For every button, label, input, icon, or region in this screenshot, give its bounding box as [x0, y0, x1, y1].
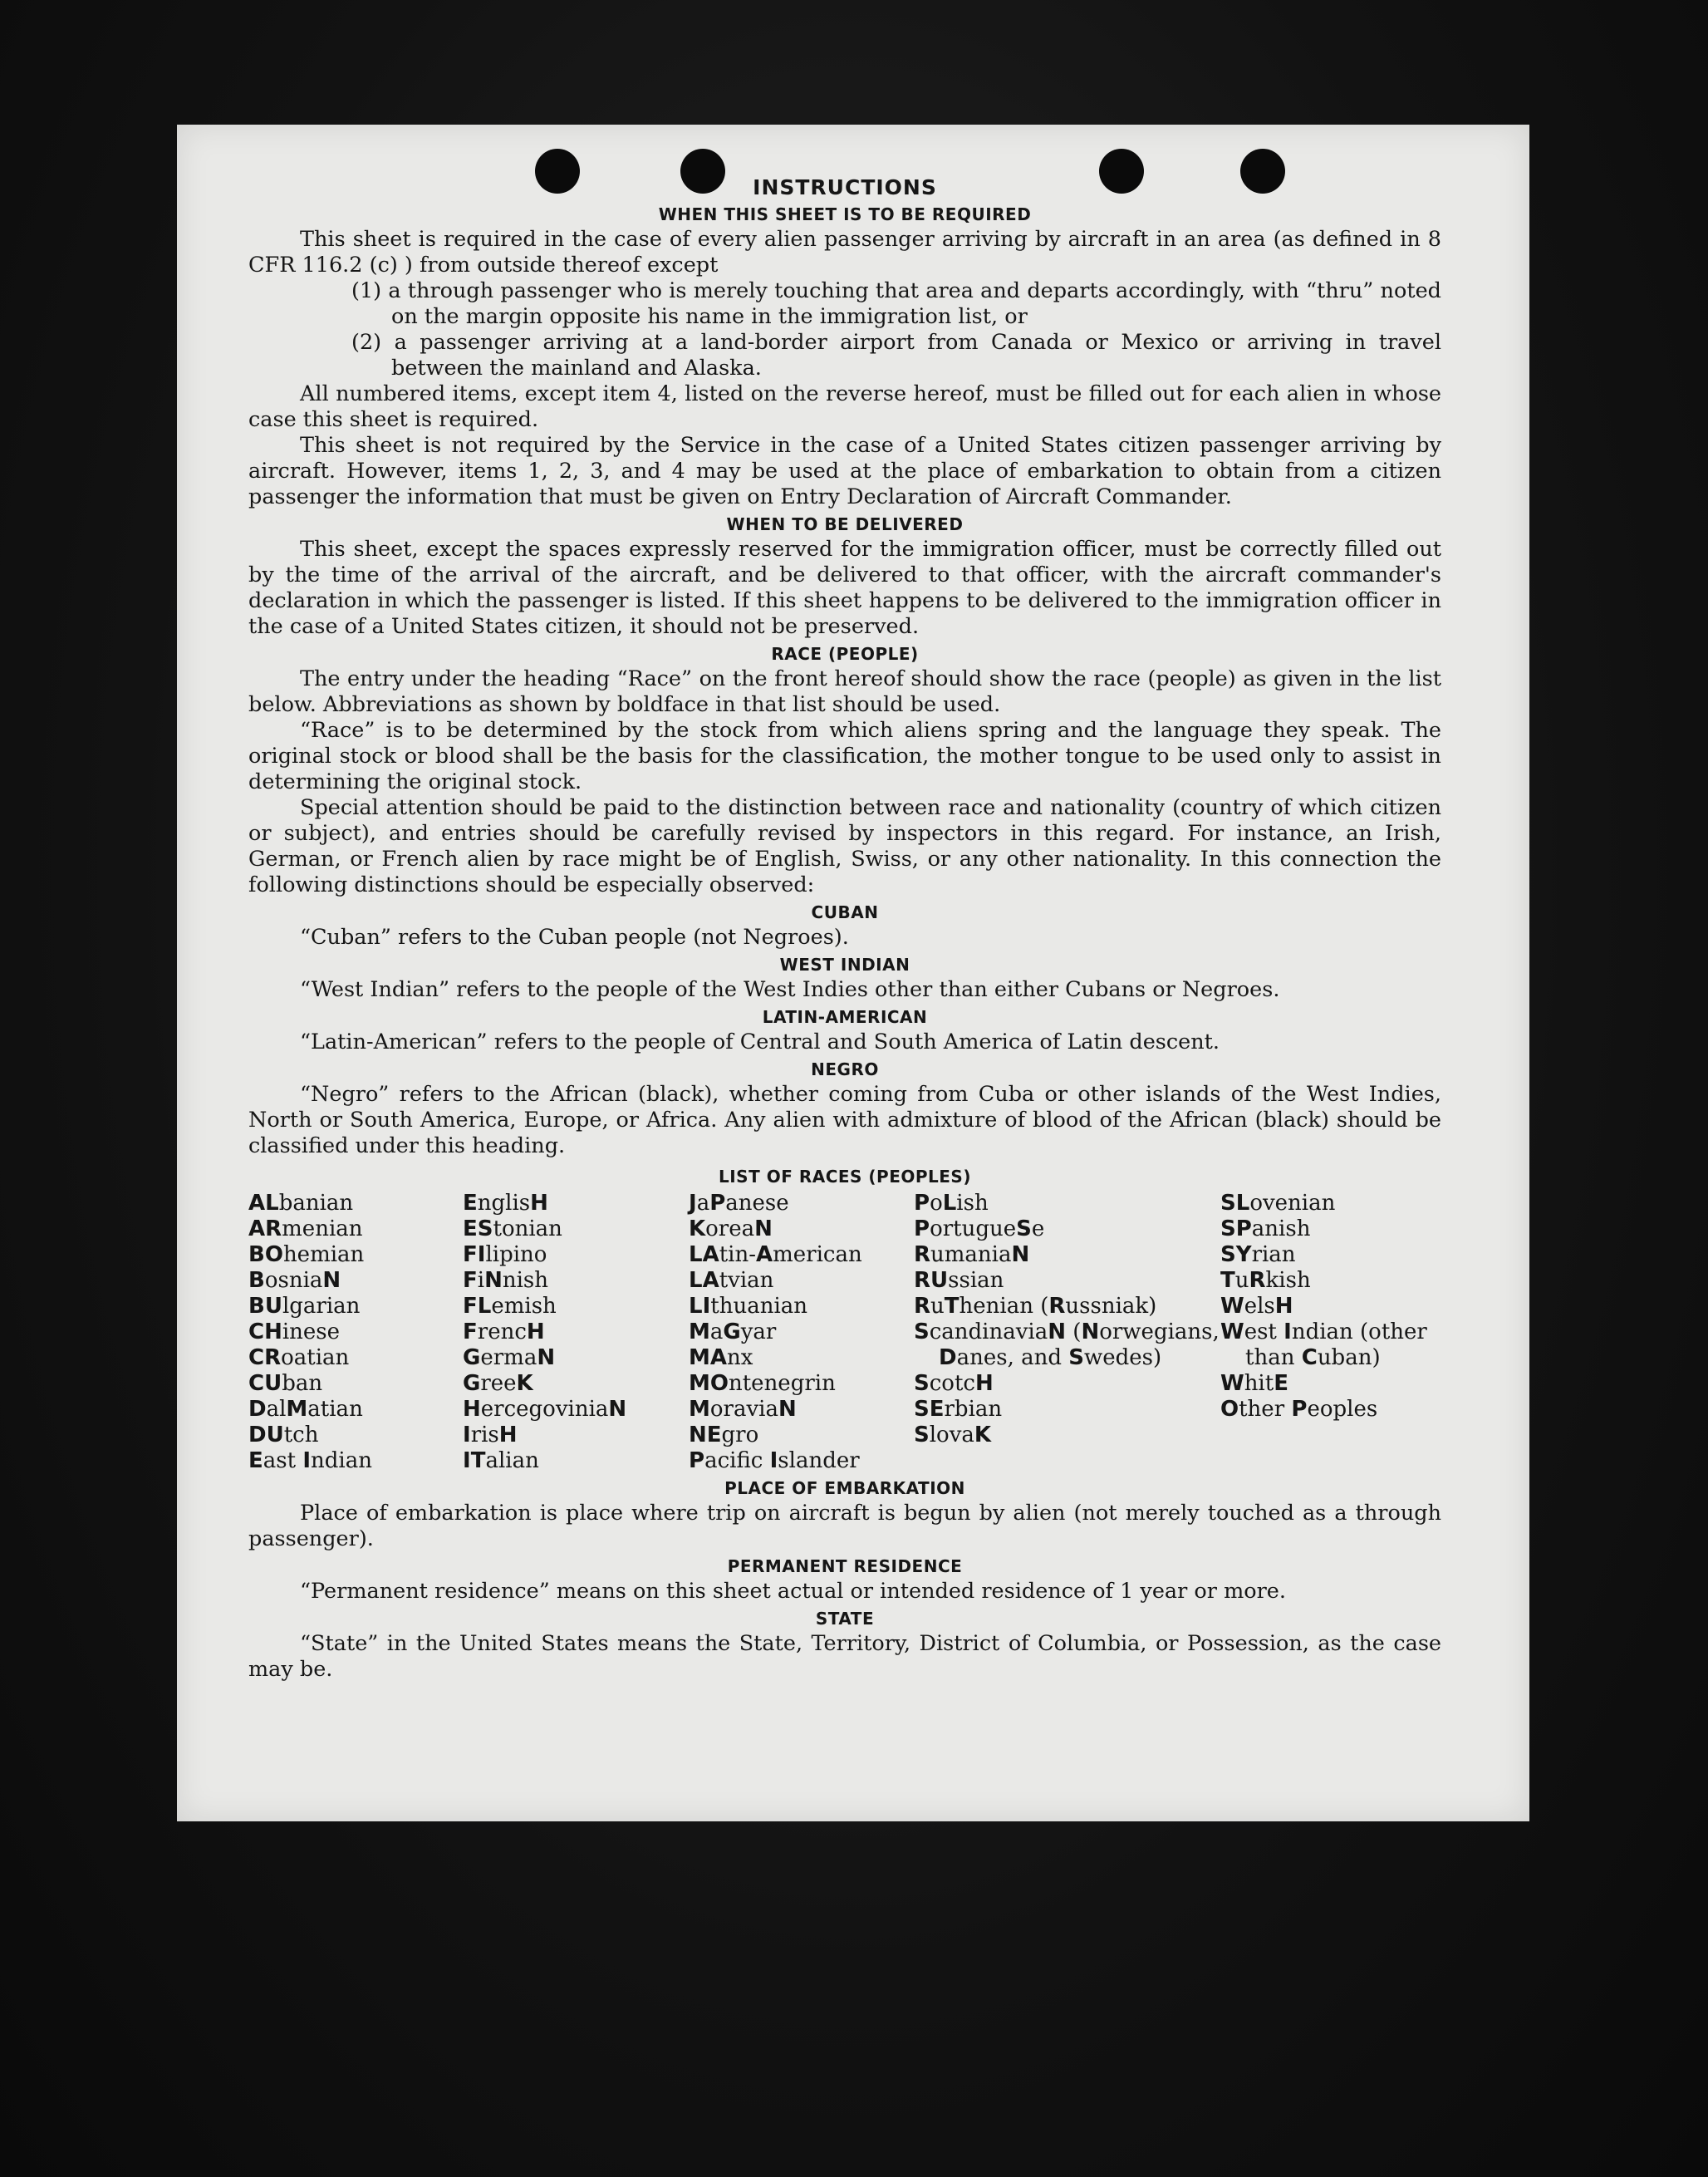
race-entry: Pacific Islander: [689, 1448, 860, 1473]
heading-cuban: CUBAN: [811, 902, 879, 922]
race-entry: MoraviaN: [689, 1397, 797, 1422]
paragraph: “Permanent residence” means on this sheet actual or intended residence of 1 year or more.: [300, 1579, 1286, 1604]
race-entry: FLemish: [463, 1294, 557, 1319]
race-entry: CUban: [248, 1371, 323, 1396]
race-entry: RUssian: [914, 1268, 1004, 1293]
paragraph: This sheet is required in the case of every alien passenger arriving by aircraft in an area (as defined in 8 CFR 116.2 (c) ) from outside thereof except: [248, 227, 1441, 278]
heading-state: STATE: [815, 1609, 875, 1629]
heading-embarkation: PLACE OF EMBARKATION: [724, 1478, 965, 1498]
race-entry: WhitE: [1220, 1371, 1288, 1396]
paragraph: Place of embarkation is place where trip on aircraft is begun by alien (not merely touched as a through passenger).: [248, 1501, 1441, 1551]
race-entry: IrisH: [463, 1423, 518, 1447]
list-item: (2) a passenger arriving at a land-border airport from Canada or Mexico or arriving in travel between the mainland and Alaska.: [351, 330, 1441, 381]
paragraph: This sheet is not required by the Service in the case of a United States citizen passenger arriving by aircraft. However, items 1, 2, 3, and 4 may be used at the place of embarkation to obtain from a citizen passenger the information that must be given on Entry Declaration of Aircraft Commander.: [248, 433, 1441, 509]
race-entry: HercegoviniaN: [463, 1397, 627, 1422]
page-title: INSTRUCTIONS: [753, 175, 937, 199]
paragraph: “Negro” refers to the African (black), whether coming from Cuba or other islands of the West Indies, North or South America, Europe, or Africa. Any alien with admixture of blood of the African (black) should be classified under this heading.: [248, 1082, 1441, 1158]
race-entry: EStonian: [463, 1216, 562, 1241]
races-column-4: [914, 1191, 1220, 1474]
list-item: (1) a through passenger who is merely touching that area and departs accordingly, with “thru” noted on the margin opposite his name in the immigration list, or: [351, 278, 1441, 329]
race-entry: FiNnish: [463, 1268, 549, 1293]
race-entry: PoLish: [914, 1191, 989, 1216]
race-entry: Other Peoples: [1220, 1397, 1378, 1422]
paragraph: “West Indian” refers to the people of the West Indies other than either Cubans or Negroes.: [300, 977, 1280, 1002]
race-entry: NEgro: [689, 1423, 759, 1447]
race-entry: MaGyar: [689, 1319, 777, 1344]
heading-race: RACE (PEOPLE): [771, 644, 919, 664]
race-entry: SYrian: [1220, 1242, 1296, 1267]
paragraph: “State” in the United States means the State, Territory, District of Columbia, or Possession, as the case may be.: [248, 1631, 1441, 1682]
heading-permanent-residence: PERMANENT RESIDENCE: [727, 1556, 963, 1576]
race-entry: MAnx: [689, 1345, 753, 1370]
race-entry: RumaniaN: [914, 1242, 1030, 1267]
race-entry: ARmenian: [248, 1216, 363, 1241]
paragraph: “Latin-American” refers to the people of Central and South America of Latin descent.: [300, 1030, 1220, 1054]
race-entry: East Indian: [248, 1448, 372, 1473]
race-entry: BOhemian: [248, 1242, 365, 1267]
race-entry: ALbanian: [248, 1191, 354, 1216]
race-entry: LIthuanian: [689, 1294, 808, 1319]
race-entry: CRoatian: [248, 1345, 350, 1370]
paragraph: “Race” is to be determined by the stock from which aliens spring and the language they speak. The original stock or blood shall be the basis for the classification, the mother tongue to be used only to assist in determining the original stock.: [248, 718, 1441, 794]
race-entry: BosniaN: [248, 1268, 341, 1293]
heading-when-delivered: WHEN TO BE DELIVERED: [726, 514, 964, 534]
race-entry: KoreaN: [689, 1216, 773, 1241]
race-entry: ITalian: [463, 1448, 539, 1473]
race-entry: GermaN: [463, 1345, 556, 1370]
race-entry: TuRkish: [1220, 1268, 1311, 1293]
race-entry: WelsH: [1220, 1294, 1293, 1319]
race-entry: ScotcH: [914, 1371, 994, 1396]
race-entry: SLovenian: [1220, 1191, 1336, 1216]
race-entry: ScandinaviaN (Norwegians, Danes, and Swedes): [914, 1319, 1220, 1370]
paragraph: The entry under the heading “Race” on the front hereof should show the race (people) as given in the list below. Abbreviations as shown by boldface in that list should be used.: [248, 666, 1441, 717]
race-entry: SlovaK: [914, 1423, 992, 1447]
paragraph: Special attention should be paid to the distinction between race and nationality (country of which citizen or subject), and entries should be carefully revised by inspectors in this regard. For instance, an Irish, German, or French alien by race might be of English, Swiss, or any other nationality. In this connection the following distinctions should be especially observed:: [248, 795, 1441, 897]
heading-list-of-races: LIST OF RACES (PEOPLES): [719, 1167, 971, 1187]
race-entry: PortugueSe: [914, 1216, 1045, 1241]
race-entry: DalMatian: [248, 1397, 363, 1422]
race-entry: BUlgarian: [248, 1294, 361, 1319]
races-list: [248, 1191, 1441, 1474]
heading-negro: NEGRO: [811, 1059, 879, 1079]
heading-when-required: WHEN THIS SHEET IS TO BE REQUIRED: [658, 204, 1032, 224]
race-entry: FrencH: [463, 1319, 545, 1344]
race-entry: MOntenegrin: [689, 1371, 836, 1396]
race-entry: CHinese: [248, 1319, 341, 1344]
instructions-body: [248, 174, 1441, 1683]
races-column-5: [1220, 1191, 1441, 1474]
race-entry: RuThenian (Russniak): [914, 1294, 1157, 1319]
paragraph: “Cuban” refers to the Cuban people (not Negroes).: [300, 925, 849, 950]
heading-west-indian: WEST INDIAN: [779, 955, 910, 975]
race-entry: LAtin-American: [689, 1242, 862, 1267]
race-entry: DUtch: [248, 1423, 319, 1447]
race-entry: West Indian (other than Cuban): [1220, 1319, 1427, 1370]
race-entry: GreeK: [463, 1371, 533, 1396]
race-entry: FIlipino: [463, 1242, 547, 1267]
race-entry: SErbian: [914, 1397, 1003, 1422]
races-column-1: [248, 1191, 463, 1474]
race-entry: SPanish: [1220, 1216, 1311, 1241]
races-column-2: [463, 1191, 689, 1474]
races-column-3: [689, 1191, 914, 1474]
paragraph: This sheet, except the spaces expressly reserved for the immigration officer, must be correctly filled out by the time of the arrival of the aircraft, and be delivered to that officer, with the aircraft commander's declaration in which the passenger is listed. If this sheet happens to be delivered to the immigration officer in the case of a United States citizen, it should not be preserved.: [248, 537, 1441, 639]
document-page: [177, 125, 1529, 1821]
heading-latin-american: LATIN-AMERICAN: [762, 1007, 928, 1027]
race-entry: LAtvian: [689, 1268, 774, 1293]
race-entry: EnglisH: [463, 1191, 548, 1216]
race-entry: JaPanese: [689, 1191, 789, 1216]
paragraph: All numbered items, except item 4, listed on the reverse hereof, must be filled out for each alien in whose case this sheet is required.: [248, 381, 1441, 432]
